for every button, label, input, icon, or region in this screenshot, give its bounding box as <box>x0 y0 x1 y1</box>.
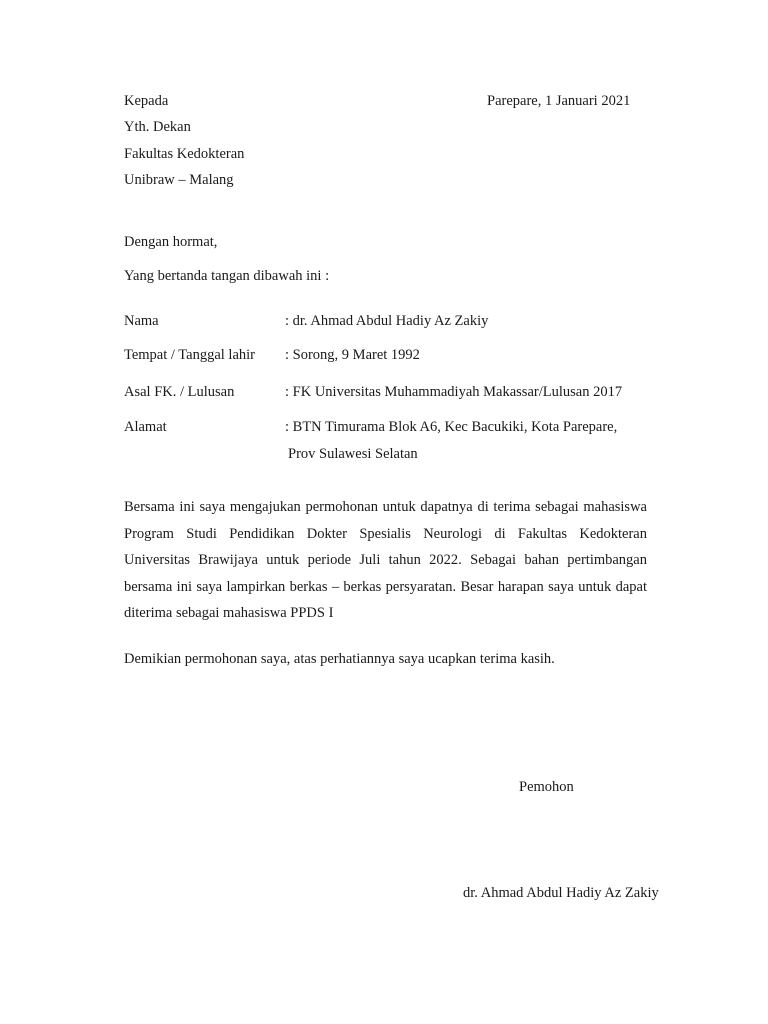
address-value-line1: : BTN Timurama Blok A6, Kec Bacukiki, Kota Parepare, <box>285 419 618 435</box>
signature-name: dr. Ahmad Abdul Hadiy Az Zakiy <box>463 885 659 901</box>
address-value-line2: Prov Sulawesi Selatan <box>288 446 418 462</box>
intro-line: Yang bertanda tangan dibawah ini : <box>124 268 330 284</box>
body-paragraph: Bersama ini saya mengajukan permohonan untuk dapatnya di terima sebagai mahasiswa Program Studi Pendidikan Dokter Spesialis Neurologi di Fakultas Kedokteran Universitas Brawijaya untuk periode Juli tahun 2022. Sebagai bahan pertimbangan bersama ini saya lampirkan berkas – berkas persyaratan. Besar harapan saya untuk dapat diterima sebagai mahasiswa PPDS I <box>124 499 647 621</box>
origin-label: Asal FK. / Lulusan <box>124 384 235 400</box>
recipient-line-kepada: Kepada <box>124 93 169 109</box>
recipient-line-institution: Unibraw – Malang <box>124 172 234 188</box>
signature-role: Pemohon <box>519 779 574 795</box>
place-date: Parepare, 1 Januari 2021 <box>487 93 631 109</box>
recipient-line-dekan: Yth. Dekan <box>124 119 191 135</box>
closing-line: Demikian permohonan saya, atas perhatiannya saya ucapkan terima kasih. <box>124 651 555 667</box>
greeting: Dengan hormat, <box>124 234 218 250</box>
address-label: Alamat <box>124 419 167 435</box>
name-value: : dr. Ahmad Abdul Hadiy Az Zakiy <box>285 313 489 329</box>
birth-value: : Sorong, 9 Maret 1992 <box>285 347 420 363</box>
birth-label: Tempat / Tanggal lahir <box>124 347 255 363</box>
recipient-line-fakultas: Fakultas Kedokteran <box>124 146 245 162</box>
name-label: Nama <box>124 313 159 329</box>
origin-value: : FK Universitas Muhammadiyah Makassar/Lulusan 2017 <box>285 384 623 400</box>
